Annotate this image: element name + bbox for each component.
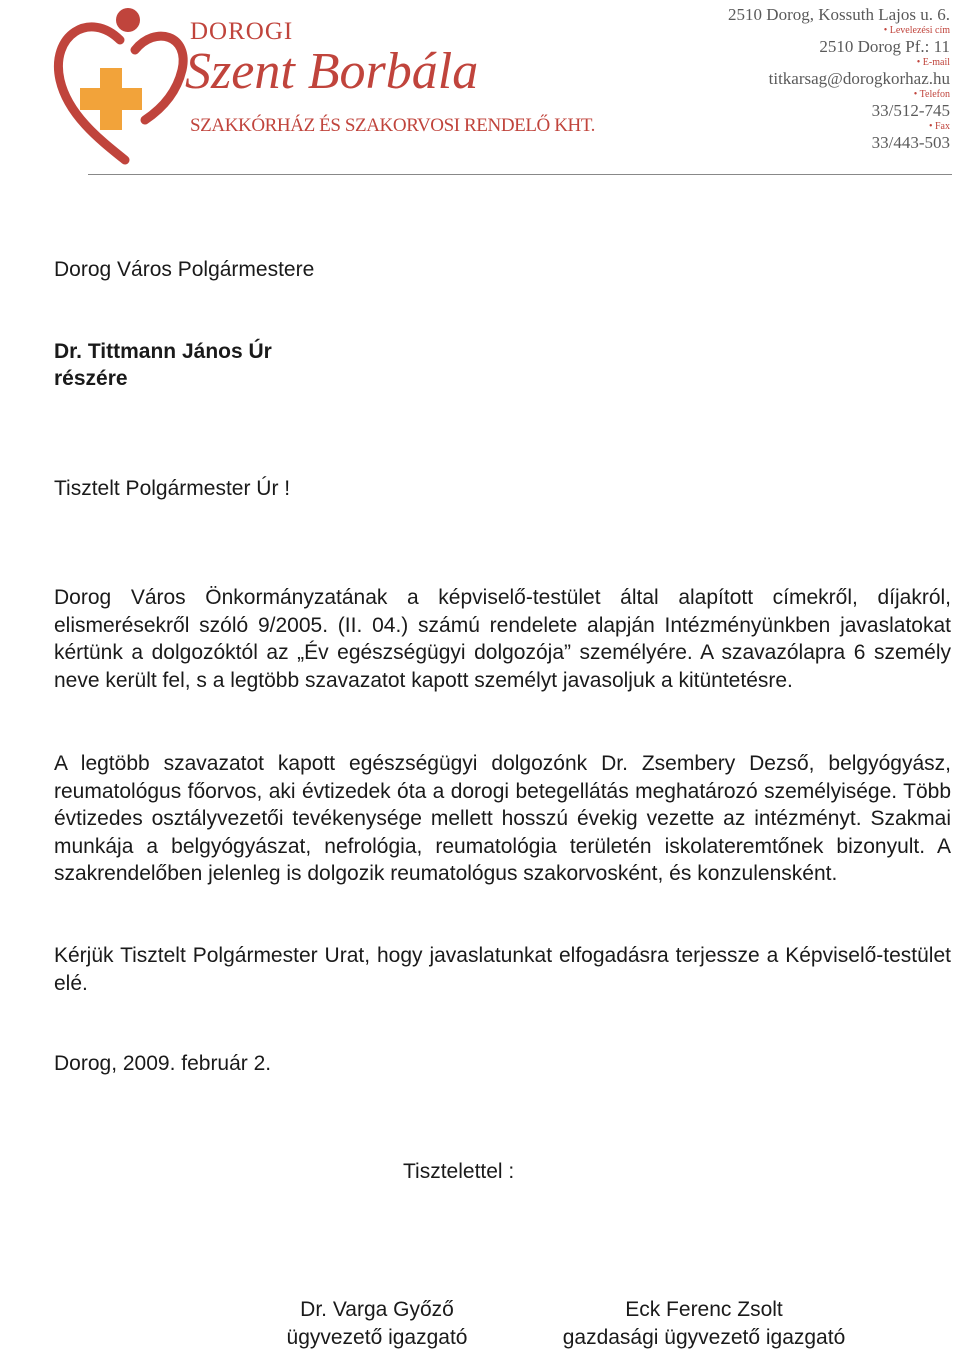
signatory-1-title: ügyvezető igazgató (286, 1326, 468, 1349)
signatory-1 (262, 1296, 492, 1352)
body-paragraph-3: Kérjük Tisztelt Polgármester Urat, hogy javaslatunkat elfogadásra terjessze a Képviselő-testület elé. (54, 944, 951, 995)
org-subtitle: SZAKKÓRHÁZ ÉS SZAKORVOSI RENDELŐ KHT. (190, 115, 596, 136)
signatory-2-title: gazdasági ügyvezető igazgató (562, 1326, 846, 1349)
date-line: Dorog, 2009. február 2. (54, 1052, 272, 1075)
phone-number: 33/512-745 (871, 101, 950, 120)
fax-label: • Fax (928, 121, 950, 132)
recipient-name: Dr. Tittmann János Úr (54, 340, 272, 363)
recipient-attention: részére (54, 367, 128, 390)
org-small-name: DOROGI (190, 18, 294, 45)
phone-label: • Telefon (913, 89, 950, 100)
email-label: • E-mail (916, 57, 950, 68)
mail-address: 2510 Dorog Pf.: 11 (819, 37, 950, 56)
street-address: 2510 Dorog, Kossuth Lajos u. 6. (728, 5, 950, 24)
signatory-2-name: Eck Ferenc Zsolt (625, 1298, 783, 1321)
letterhead (0, 0, 960, 185)
body-paragraph-1: Dorog Város Önkormányzatának a képviselő-testület által alapított címekről, díjakról, elismerésekről szóló 9/2005. (II. 04.) számú rendelete alapján Intézményünkben javaslatokat kértünk a dolgozóktól az „Év egészségügyi dolgozója” személyére. A szavazólapra 6 személy neve került fel, s a legtöbb szavazatot kapott személyt javasoljuk a kitüntetésre. (54, 586, 951, 692)
email-address: titkarsag@dorogkorhaz.hu (768, 69, 950, 88)
signatory-2 (536, 1296, 872, 1352)
header-divider (88, 174, 952, 175)
fax-number: 33/443-503 (871, 133, 950, 152)
org-name: Szent Borbála (185, 43, 479, 100)
closing: Tisztelettel : (403, 1160, 515, 1183)
mail-label: • Levelezési cím (883, 25, 950, 36)
signatory-1-name: Dr. Varga Győző (300, 1298, 454, 1321)
salutation: Tisztelt Polgármester Úr ! (54, 477, 291, 500)
recipient-office: Dorog Város Polgármestere (54, 258, 315, 281)
heart-cross-logo-icon (50, 0, 190, 175)
body-paragraph-2: A legtöbb szavazatot kapott egészségügyi dolgozónk Dr. Zsembery Dezső, belgyógyász, reumatológus főorvos, aki évtizedek óta a dorogi betegellátás meghatározó személyisége. Több évtizedes osztályvezetői tevékenysége mellett hosszú évekig vezette az intézményt. Szakmai munkája a belgyógyászat, nefrológia, reumatológia területén iskolateremtőnek bizonyult. A szakrendelőben jelenleg is dolgozik reumatológus szakorvosként, és konzulensként. (54, 752, 951, 885)
contact-block (728, 6, 950, 154)
